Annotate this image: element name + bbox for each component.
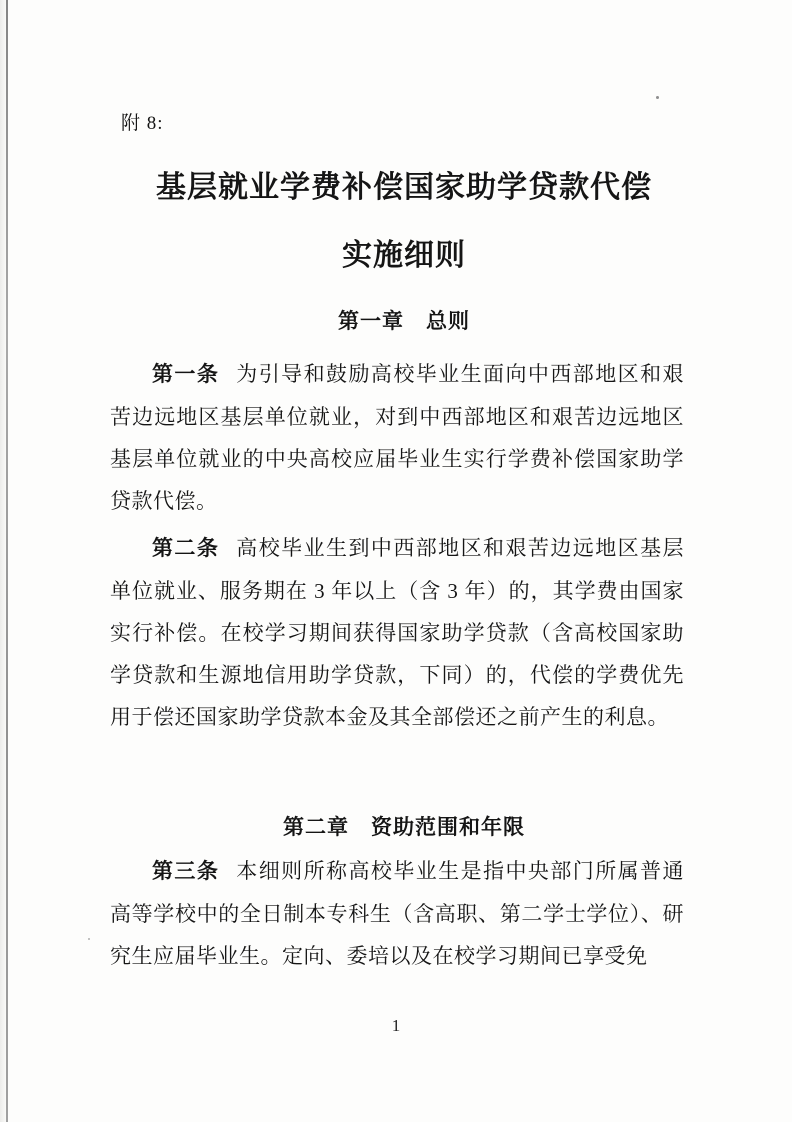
article-text-1: 为引导和鼓励高校毕业生面向中西部地区和艰苦边远地区基层单位就业，对到中西部地区和艰苦边远地区基层单位就业的中央高校应届毕业生实行学费补偿国家助学贷款代偿。 xyxy=(110,362,684,513)
scan-edge-artifact xyxy=(6,0,8,1122)
page-number: 1 xyxy=(391,1016,401,1035)
chapter-heading-2: 第二章 资助范围和年限 xyxy=(283,816,525,839)
attachment-label: 附 8: xyxy=(121,113,164,134)
document-title xyxy=(56,167,752,276)
article-paragraph-1 xyxy=(110,353,684,522)
scan-speck xyxy=(656,96,659,99)
article-number-2: 第二条 xyxy=(152,537,220,560)
article-number-3: 第三条 xyxy=(152,860,220,883)
article-paragraph-2 xyxy=(110,527,684,738)
chapter-heading-1: 第一章 总则 xyxy=(338,310,470,333)
article-number-1: 第一条 xyxy=(152,363,220,386)
article-text-2: 高校毕业生到中西部地区和艰苦边远地区基层单位就业、服务期在 3 年以上（含 3 年）的，其学费由国家实行补偿。在校学习期间获得国家助学贷款（含高校国家助学贷款和生源地信用助学贷款，下同）的，代偿的学费优先用于偿还国家助学贷款本金及其全部偿还之前产生的利息。 xyxy=(110,536,684,729)
title-line-2: 实施细则 xyxy=(342,239,466,272)
article-paragraph-3 xyxy=(110,850,684,977)
title-line-1: 基层就业学费补偿国家助学贷款代偿 xyxy=(156,171,652,204)
scan-speck xyxy=(88,938,90,940)
article-text-3: 本细则所称高校毕业生是指中央部门所属普通高等学校中的全日制本专科生（含高职、第二学士学位）、研究生应届毕业生。定向、委培以及在校学习期间已享受免 xyxy=(110,859,684,968)
